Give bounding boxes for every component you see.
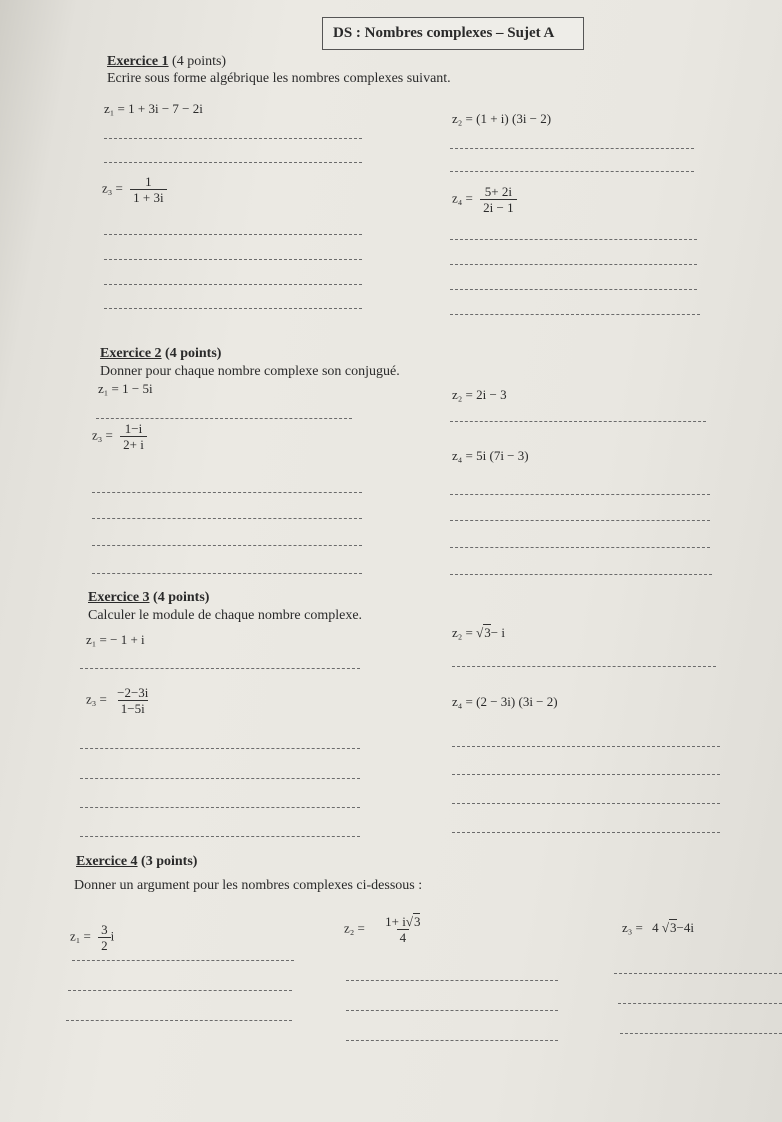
ex3-z1: z₁ = − 1 + i <box>86 632 145 647</box>
ex4-z2-numerator-a: 1+ i <box>385 914 406 929</box>
answer-line[interactable] <box>452 774 720 775</box>
ex4-z3-coefficient: 4 <box>652 920 659 935</box>
ex1-z2: z₂ = (1 + i) (3i − 2) <box>452 111 552 126</box>
answer-line[interactable] <box>614 973 782 974</box>
document-title: DS : Nombres complexes – Sujet A <box>322 17 584 50</box>
answer-line[interactable] <box>80 807 360 808</box>
ex1-z1: z₁ = 1 + 3i − 7 − 2i <box>104 101 203 116</box>
answer-line[interactable] <box>80 778 360 779</box>
exercise-1-instruction: Ecrire sous forme algébrique les nombres complexes suivant. <box>107 71 451 86</box>
answer-line[interactable] <box>104 162 362 163</box>
answer-line[interactable] <box>346 1040 558 1041</box>
ex1-z4-label: z₄ = <box>452 190 473 206</box>
answer-line[interactable] <box>452 746 720 747</box>
exercise-1-points: (4 points) <box>168 54 227 69</box>
answer-line[interactable] <box>450 264 697 265</box>
ex3-z3-fraction <box>114 685 151 716</box>
answer-line[interactable] <box>80 668 360 669</box>
ex4-z3-radical: √3 <box>661 920 677 935</box>
answer-line[interactable] <box>452 832 720 833</box>
ex4-z2-denominator: 4 <box>397 929 410 945</box>
answer-line[interactable] <box>450 574 712 575</box>
ex1-z4 <box>452 184 517 215</box>
ex4-z2-label: z₂ = <box>344 920 365 936</box>
ex3-z3 <box>86 685 151 716</box>
ex1-z3 <box>102 174 167 205</box>
answer-line[interactable] <box>452 803 720 804</box>
answer-line[interactable] <box>80 836 360 837</box>
answer-line[interactable] <box>80 748 360 749</box>
ex4-z2-radicand: 3 <box>413 914 421 929</box>
exercise-3-heading <box>88 590 209 606</box>
ex1-z3-denominator: 1 + 3i <box>130 189 166 205</box>
ex4-z1-denominator: 2 <box>98 937 111 953</box>
ex2-z3-label: z₃ = <box>92 427 113 443</box>
ex2-z3-numerator: 1−i <box>124 421 143 436</box>
exercise-2-instruction: Donner pour chaque nombre complexe son conjugué. <box>100 364 400 379</box>
answer-line[interactable] <box>104 284 362 285</box>
ex3-z3-denominator: 1−5i <box>118 700 148 716</box>
exercise-4-number: Exercice 4 <box>76 854 138 869</box>
ex4-z2 <box>344 914 423 945</box>
ex4-z2-fraction <box>382 914 423 945</box>
answer-line[interactable] <box>450 314 700 315</box>
ex2-z3-fraction <box>120 421 147 452</box>
ex3-z4: z₄ = (2 − 3i) (3i − 2) <box>452 694 558 709</box>
answer-line[interactable] <box>450 171 694 172</box>
ex4-z3-label: z₃ = <box>622 920 643 935</box>
answer-line[interactable] <box>92 573 362 574</box>
answer-line[interactable] <box>92 518 362 519</box>
answer-line[interactable] <box>104 259 362 260</box>
ex2-z2: z₂ = 2i − 3 <box>452 387 507 402</box>
answer-line[interactable] <box>620 1033 782 1034</box>
ex3-z2-radicand: 3 <box>484 625 491 640</box>
ex1-z3-numerator: 1 <box>145 174 152 189</box>
ex1-z4-denominator: 2i − 1 <box>480 199 516 215</box>
ex4-z3-rest: −4i <box>676 920 694 935</box>
exercise-1-heading <box>107 54 226 70</box>
ex3-z2 <box>452 625 505 641</box>
exercise-1-number: Exercice 1 <box>107 54 169 69</box>
ex4-z3 <box>622 920 694 936</box>
answer-line[interactable] <box>72 960 294 961</box>
exercise-3-instruction: Calculer le module de chaque nombre complexe. <box>88 608 363 623</box>
answer-line[interactable] <box>68 990 292 991</box>
ex2-z3 <box>92 421 147 452</box>
answer-line[interactable] <box>92 545 362 546</box>
ex1-z4-numerator: 5+ 2i <box>484 184 512 199</box>
exercise-4-heading <box>76 854 197 870</box>
ex4-z1 <box>70 922 114 953</box>
answer-line[interactable] <box>450 289 697 290</box>
ex3-z2-label: z₂ = <box>452 625 473 640</box>
answer-line[interactable] <box>346 980 558 981</box>
ex1-z4-fraction <box>480 184 516 215</box>
ex4-z1-numerator: 3 <box>101 922 108 937</box>
ex4-z1-fraction <box>98 922 111 953</box>
answer-line[interactable] <box>104 308 362 309</box>
answer-line[interactable] <box>96 418 352 419</box>
ex2-z4: z₄ = 5i (7i − 3) <box>452 448 529 463</box>
ex2-z3-denominator: 2+ i <box>120 436 147 452</box>
answer-line[interactable] <box>450 148 694 149</box>
answer-line[interactable] <box>450 520 710 521</box>
exercise-4-instruction: Donner un argument pour les nombres complexes ci-dessous : <box>74 878 423 893</box>
ex1-z3-fraction <box>130 174 166 205</box>
answer-line[interactable] <box>66 1020 292 1021</box>
answer-line[interactable] <box>452 666 716 667</box>
ex4-z1-rest: i <box>110 928 115 944</box>
ex1-z3-label: z₃ = <box>102 180 123 196</box>
exercise-3-number: Exercice 3 <box>88 590 150 605</box>
exercise-2-number: Exercice 2 <box>100 346 162 361</box>
answer-line[interactable] <box>346 1010 558 1011</box>
exercise-2-points: (4 points) <box>161 346 222 361</box>
ex2-z1: z₁ = 1 − 5i <box>98 381 153 396</box>
ex4-z3-radicand: 3 <box>670 920 677 935</box>
answer-line[interactable] <box>92 492 362 493</box>
ex4-z1-label: z₁ = <box>70 928 91 944</box>
ex3-z3-label: z₃ = <box>86 691 107 707</box>
exercise-2-heading <box>100 346 221 362</box>
ex3-z2-rest: − i <box>490 625 505 640</box>
answer-line[interactable] <box>450 494 710 495</box>
ex4-z2-numerator: 1+ i√3 <box>385 914 421 929</box>
answer-line[interactable] <box>618 1003 782 1004</box>
answer-line[interactable] <box>104 138 362 139</box>
answer-line[interactable] <box>450 239 697 240</box>
answer-line[interactable] <box>450 547 710 548</box>
ex3-z3-numerator: −2−3i <box>117 685 149 700</box>
answer-line[interactable] <box>450 421 706 422</box>
exercise-3-points: (4 points) <box>149 590 210 605</box>
ex3-z2-radical: √3 <box>476 625 491 640</box>
answer-line[interactable] <box>104 234 362 235</box>
exercise-4-points: (3 points) <box>137 854 198 869</box>
